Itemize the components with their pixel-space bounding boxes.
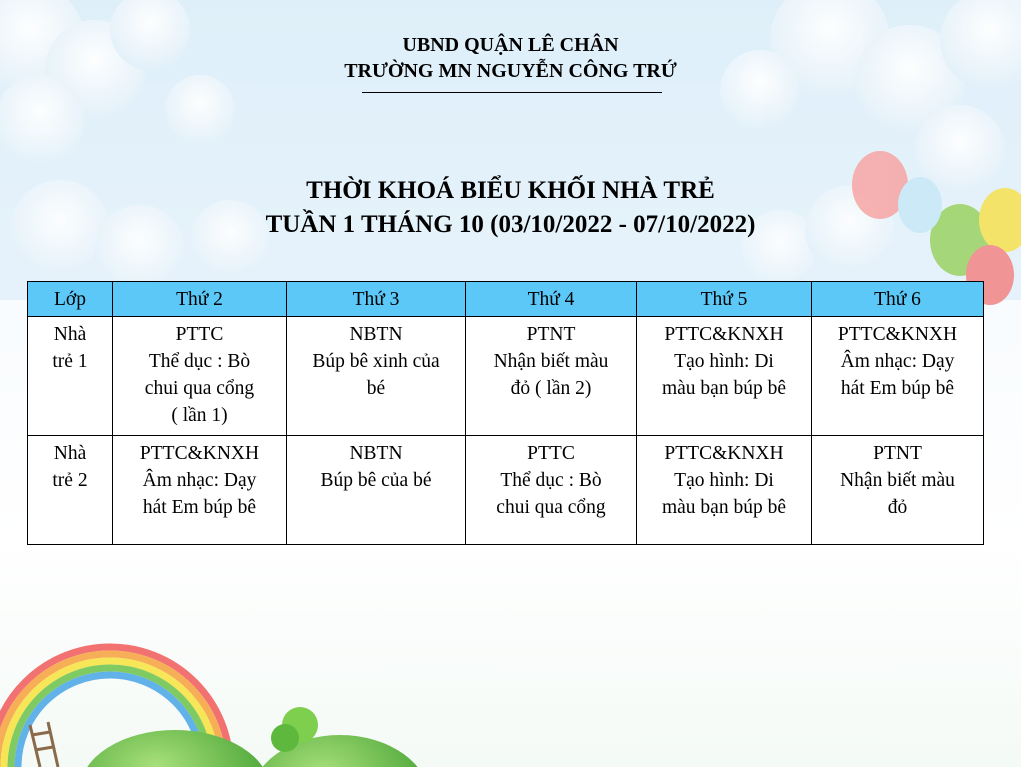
activity-cell <box>466 317 637 436</box>
activity-cell <box>637 317 812 436</box>
activity-area: PTTC&KNXH <box>139 443 260 464</box>
activity-cell <box>113 436 287 545</box>
class-name-line: Nhà <box>53 443 87 464</box>
activity-area: PTNT <box>526 324 576 345</box>
activity-cell <box>113 317 287 436</box>
column-header-monday: Thứ 2 <box>113 282 287 317</box>
activity-area: PTTC&KNXH <box>664 443 784 464</box>
activity-cell <box>287 436 466 545</box>
activity-area: PTTC <box>527 443 575 464</box>
activity-cell <box>812 436 984 545</box>
activity-text: màu bạn búp bê <box>661 497 786 518</box>
activity-area: NBTN <box>349 324 403 345</box>
activity-cell <box>812 317 984 436</box>
column-header-class: Lớp <box>28 282 113 317</box>
activity-text: Búp bê xinh của <box>312 351 440 372</box>
column-header-thursday: Thứ 5 <box>637 282 812 317</box>
class-name-line: trẻ 1 <box>52 351 88 372</box>
schedule-table <box>27 281 984 545</box>
activity-cell <box>287 317 466 436</box>
activity-text: hát Em búp bê <box>142 497 257 518</box>
class-name-line: Nhà <box>53 324 87 345</box>
activity-text: Thể dục : Bò <box>500 470 602 491</box>
title-line-2: TUẦN 1 THÁNG 10 (03/10/2022 - 07/10/2022) <box>265 211 756 238</box>
class-cell <box>28 436 113 545</box>
activity-text: Thể dục : Bò <box>148 351 251 372</box>
activity-text: bé <box>366 378 386 399</box>
district-name: UBND QUẬN LÊ CHÂN <box>402 34 619 56</box>
activity-text: màu bạn búp bê <box>661 378 786 399</box>
activity-text: Nhận biết màu <box>493 351 609 372</box>
class-name-line: trẻ 2 <box>52 470 88 491</box>
table-header-row <box>28 282 984 317</box>
green-hills <box>80 707 430 767</box>
activity-text: Nhận biết màu <box>840 470 955 491</box>
table-row <box>28 317 984 436</box>
activity-text: hát Em búp bê <box>840 378 955 399</box>
class-cell <box>28 317 113 436</box>
table-row <box>28 436 984 545</box>
activity-area: PTTC&KNXH <box>664 324 784 345</box>
school-header <box>0 32 1021 84</box>
school-name: TRƯỜNG MN NGUYỄN CÔNG TRỨ <box>344 60 677 82</box>
schedule-title <box>0 174 1021 242</box>
activity-text: chui qua cổng <box>144 378 255 399</box>
activity-text: Tạo hình: Di <box>674 470 774 491</box>
activity-text: Búp bê của bé <box>320 470 432 491</box>
header-divider <box>362 92 662 93</box>
activity-cell <box>637 436 812 545</box>
activity-area: PTTC <box>175 324 224 345</box>
column-header-tuesday: Thứ 3 <box>287 282 466 317</box>
ladder <box>30 722 58 767</box>
activity-text: Âm nhạc: Dạy <box>142 470 257 491</box>
activity-text: đỏ ( lần 2) <box>510 378 592 399</box>
activity-text: đỏ <box>887 497 908 518</box>
activity-area: PTNT <box>873 443 922 464</box>
column-header-friday: Thứ 6 <box>812 282 984 317</box>
activity-area: NBTN <box>349 443 403 464</box>
activity-text: Tạo hình: Di <box>674 351 774 372</box>
activity-text: chui qua cổng <box>496 497 606 518</box>
activity-cell <box>466 436 637 545</box>
activity-text: ( lần 1) <box>171 405 228 426</box>
column-header-wednesday: Thứ 4 <box>466 282 637 317</box>
activity-area: PTTC&KNXH <box>837 324 958 345</box>
activity-text: Âm nhạc: Dạy <box>840 351 955 372</box>
title-line-1: THỜI KHOÁ BIỂU KHỐI NHÀ TRẺ <box>306 177 715 204</box>
